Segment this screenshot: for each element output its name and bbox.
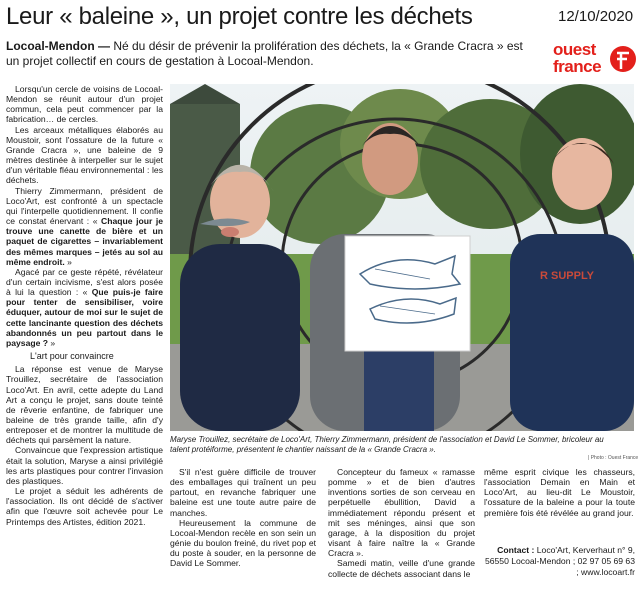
article-title: Leur « baleine », un projet contre les déchets <box>6 3 473 30</box>
whale-drawing-sheet <box>345 236 470 351</box>
photo-illustration <box>170 84 634 431</box>
quote-bold: Que puis-je faire pour tenter de sensibiliser, voire éduquer, autour de moi sur le sujet de cette lancinante question des déchets abandonnés un peu partout dans le paysage ? <box>6 287 163 348</box>
contact-info <box>484 545 635 578</box>
paragraph: Lorsqu'un cercle de voisins de Locoal-Mendon se réunit autour d'un projet commun, cela peut commencer par la fabrication… de cercles. <box>6 84 163 125</box>
paragraph: Agacé par ce geste répété, révélateur d'un certain incivisme, s'est alors posée à lui la question : « Que puis-je faire pour tenter de sensibiliser, voire éduquer, autour de moi sur le sujet de cette lancinante question des déchets abandonnés un peu partout dans le paysage ? » <box>6 266 163 348</box>
ouest-france-logo-graphic <box>551 39 637 79</box>
article-column-1 <box>6 84 163 584</box>
paragraph: Samedi matin, veille d'une grande collecte de déchets associant dans le <box>328 558 475 579</box>
article-photo <box>170 84 634 431</box>
article-column-3 <box>328 467 475 585</box>
contact-text: Loco'Art, Kerverhaut n° 9, 56550 Locoal-Mendon ; 02 97 05 69 63 ; www.locoart.fr <box>484 545 635 577</box>
ouest-france-logo <box>551 39 637 79</box>
photo-caption: Maryse Trouillez, secrétaire de Loco'Art, Thierry Zimmermann, président de l'association et David Le Sommer, bricoleur au talent protéiforme, présentent le chantier naissant de la « Grande Cracra ». <box>170 435 604 454</box>
paragraph: S'il n'est guère difficile de trouver des emballages qui traînent un peu partout, en revanche fabriquer une baleine est une toute autre paire de manches. <box>170 467 316 518</box>
paragraph: même esprit civique les chasseurs, l'association Demain en Main et Loco'Art, au lieu-dit Le Moustoir, l'ossature de la baleine a pour la toute première fois été révélée au grand jour. <box>484 467 635 518</box>
paragraph: Convaincue que l'expression artistique était la solution, Maryse a ainsi privilégié les arts plastiques pour contrer l'invasion des plastiques. <box>6 445 163 486</box>
subheading: L'art pour convaincre <box>30 351 114 362</box>
article-date: 12/10/2020 <box>558 8 634 25</box>
paragraph: Le projet a séduit les adhérents de l'association. Ils ont décidé de s'activer afin que l'œuvre soit achevée pour Le Printemps des Artistes, édition 2021. <box>6 486 163 527</box>
paragraph: Heureusement la commune de Locoal-Mendon recèle en son sein un génie du boulon freiné, du rivet pop et du poste à souder, en la personne de David Le Sommer. <box>170 517 316 569</box>
paragraph: Concepteur du fameux « ramasse pomme » et de bien d'autres inventions sorties de son cerveau en perpétuelle ébullition, David a immédiatement répondu présent et mit ses méninges, ainsi que son garage, à la disposition du projet visant à faire naître la « Grande Cracra ». <box>328 467 475 559</box>
logo-word-france: france <box>553 57 602 76</box>
lead-place: Locoal-Mendon — <box>6 39 110 53</box>
logo-word-ouest: ouest <box>553 40 596 59</box>
lead-text: Né du désir de prévenir la prolifération des déchets, la « Grande Cracra » est un projet collectif en cours de gestation à Locoal-Mendon. <box>6 39 523 68</box>
photo-credit: | Photo : Ouest France <box>588 455 639 461</box>
svg-text:R SUPPLY: R SUPPLY <box>540 270 595 282</box>
article-lead <box>6 39 536 69</box>
article-column-4 <box>484 467 635 545</box>
paragraph: Thierry Zimmermann, président de Loco'Art, est confronté à un spectacle qui l'interpelle quotidiennement. Il confie ce constat énervant : « Chaque jour je trouve une canette de bière et un paquet de cigarettes – invariablement des mêmes marques – jetés au sol au même endroit. » <box>6 185 163 267</box>
paragraph: Les arceaux métalliques élaborés au Moustoir, sont l'ossature de la future « Grande Cracra », une baleine de 9 mètres destinée à interpeller sur le sujet d'un véritable fléau environnemental : les déchets. <box>6 124 163 186</box>
paragraph: La réponse est venue de Maryse Trouillez, secrétaire de l'association Loco'Art. En avril, cette adepte du Land Art a conçu le projet, sans doute teinté de rêverie enfantine, de fabriquer une baleine de très grande taille, afin d'y entreposer et de montrer la multitude de déchets qui parsèment la nature. <box>6 364 163 446</box>
quote-bold: Chaque jour je trouve une canette de bière et un paquet de cigarettes – invariablement des mêmes marques – jetés au sol au même endroit. <box>6 216 163 267</box>
article-column-2 <box>170 467 316 585</box>
contact-label: Contact : <box>497 545 535 555</box>
